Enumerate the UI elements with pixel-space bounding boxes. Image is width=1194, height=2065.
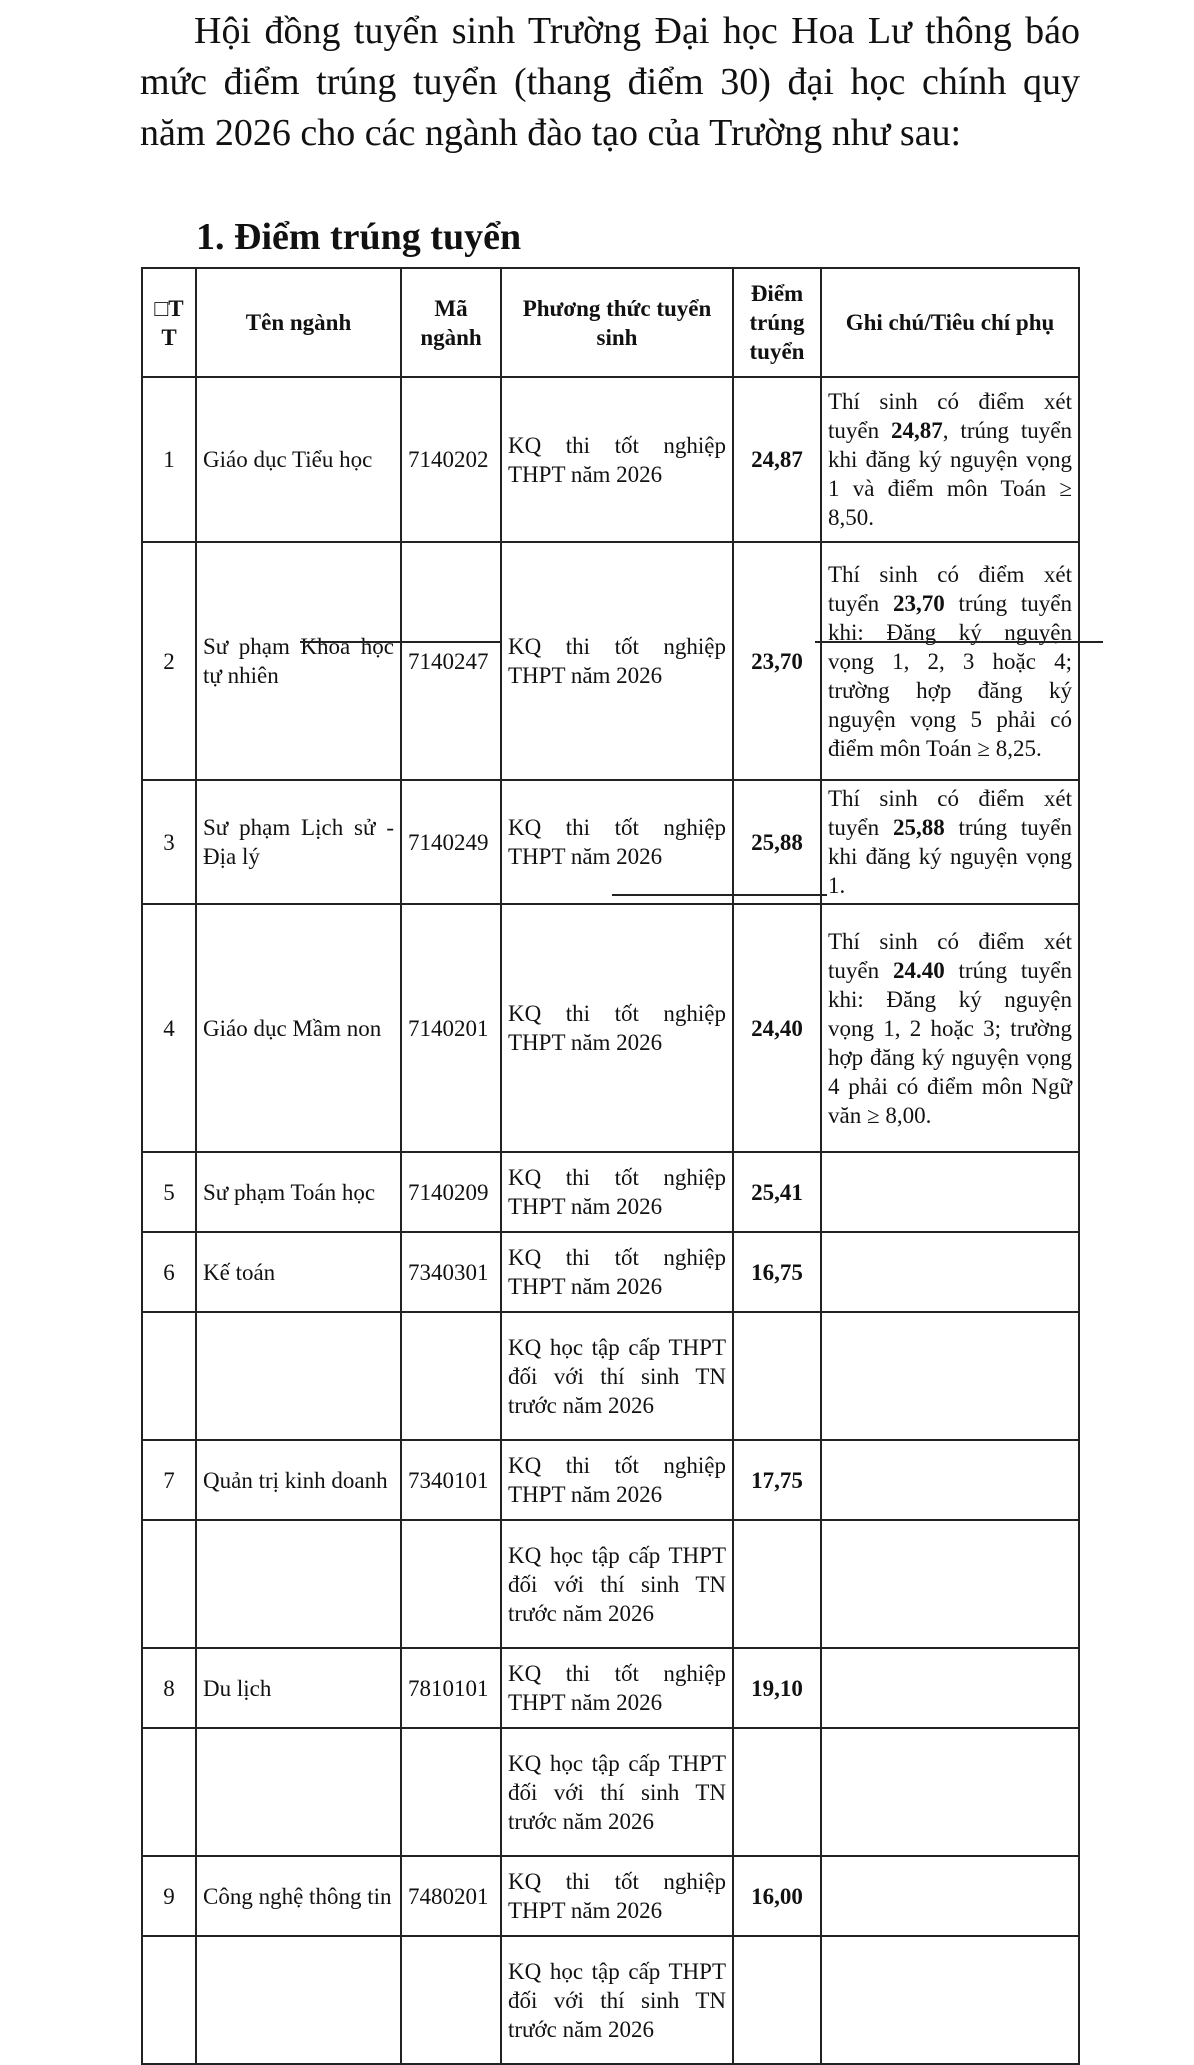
note-note-hl: 23,70 (892, 590, 945, 616)
row-stt: 7 (142, 1440, 196, 1520)
row-note (821, 542, 1079, 780)
note-note-pre: Thí sinh có điểm xét tuyển (828, 928, 1072, 983)
row-note (821, 1728, 1079, 1856)
row-note (821, 1440, 1079, 1520)
row-stt (142, 1728, 196, 1856)
row-major-name: Du lịch (196, 1648, 401, 1728)
row-stt: 9 (142, 1856, 196, 1936)
row-major-name: Giáo dục Tiểu học (196, 377, 401, 542)
strikethrough-line (612, 894, 827, 896)
row-major-code: 7810101 (401, 1648, 501, 1728)
row-admission-method: KQ học tập cấp THPT đối với thí sinh TN trước năm 2026 (501, 1520, 733, 1648)
row-stt: 3 (142, 780, 196, 904)
table-row (142, 1232, 1079, 1312)
row-major-code: 7140201 (401, 904, 501, 1152)
row-cutoff-score: 16,75 (733, 1232, 821, 1312)
row-admission-method: KQ thi tốt nghiệp THPT năm 2026 (501, 1440, 733, 1520)
row-note (821, 1856, 1079, 1936)
header-score: Điểm trúng tuyển (733, 268, 821, 377)
note-note-pre: Thí sinh có điểm xét tuyển (828, 561, 1072, 616)
header-name: Tên ngành (196, 268, 401, 377)
strikethrough-line (815, 641, 1103, 643)
table-row (142, 904, 1079, 1152)
row-note (821, 1312, 1079, 1440)
row-stt: 4 (142, 904, 196, 1152)
row-major-name: Sư phạm Lịch sử - Địa lý (196, 780, 401, 904)
note-note-post: trúng tuyển khi đăng ký nguyện vọng 1. (828, 815, 1072, 898)
table-row (142, 377, 1079, 542)
row-admission-method: KQ thi tốt nghiệp THPT năm 2026 (501, 1232, 733, 1312)
note-note-pre: Thí sinh có điểm xét tuyển (828, 389, 1072, 443)
row-admission-method: KQ thi tốt nghiệp THPT năm 2026 (501, 780, 733, 904)
row-major-name (196, 1312, 401, 1440)
note-note-post: , trúng tuyển khi đăng ký nguyện vọng 1 và điểm môn Toán ≥ 8,50. (828, 418, 1072, 530)
row-note (821, 1936, 1079, 2064)
header-note: Ghi chú/Tiêu chí phụ (821, 268, 1079, 377)
row-major-code: 7140209 (401, 1152, 501, 1232)
intro-paragraph: Hội đồng tuyển sinh Trường Đại học Hoa Lư thông báo mức điểm trúng tuyển (thang điểm 30) đại học chính quy năm 2026 cho các ngành đào tạo của Trường như sau: (140, 10, 1080, 154)
strikethrough-line (300, 641, 500, 643)
row-major-code: 7340101 (401, 1440, 501, 1520)
row-stt (142, 1936, 196, 2064)
row-major-name: Giáo dục Mầm non (196, 904, 401, 1152)
header-method: Phương thức tuyển sinh (501, 268, 733, 377)
row-cutoff-score: 25,88 (733, 780, 821, 904)
row-stt (142, 1312, 196, 1440)
row-major-code: 7340301 (401, 1232, 501, 1312)
row-note (821, 780, 1079, 904)
row-major-name (196, 1728, 401, 1856)
table-row (142, 1936, 1079, 2064)
row-admission-method: KQ học tập cấp THPT đối với thí sinh TN trước năm 2026 (501, 1312, 733, 1440)
row-major-name: Sư phạm Toán học (196, 1152, 401, 1232)
table-row (142, 780, 1079, 904)
row-admission-method: KQ thi tốt nghiệp THPT năm 2026 (501, 542, 733, 780)
header-stt: □T T (142, 268, 196, 377)
row-stt (142, 1520, 196, 1648)
section-heading: 1. Điểm trúng tuyển (196, 216, 522, 258)
row-note (821, 1520, 1079, 1648)
row-cutoff-score: 17,75 (733, 1440, 821, 1520)
admission-score-table (141, 267, 1080, 2065)
note-note-pre: Thí sinh có điểm xét tuyển (828, 786, 1072, 840)
row-stt: 5 (142, 1152, 196, 1232)
row-cutoff-score: 16,00 (733, 1856, 821, 1936)
row-major-code (401, 1936, 501, 2064)
note-note-hl: 25,88 (892, 815, 945, 840)
row-cutoff-score: 24,87 (733, 377, 821, 542)
row-major-name: Công nghệ thông tin (196, 1856, 401, 1936)
row-admission-method: KQ học tập cấp THPT đối với thí sinh TN trước năm 2026 (501, 1728, 733, 1856)
table-row (142, 1520, 1079, 1648)
row-major-name: Quản trị kinh doanh (196, 1440, 401, 1520)
row-major-code: 7480201 (401, 1856, 501, 1936)
row-major-code (401, 1520, 501, 1648)
row-admission-method: KQ thi tốt nghiệp THPT năm 2026 (501, 1856, 733, 1936)
row-cutoff-score: 25,41 (733, 1152, 821, 1232)
row-admission-method: KQ học tập cấp THPT đối với thí sinh TN trước năm 2026 (501, 1936, 733, 2064)
row-major-name (196, 1936, 401, 2064)
row-cutoff-score: 24,40 (733, 904, 821, 1152)
row-cutoff-score (733, 1728, 821, 1856)
row-major-name (196, 1520, 401, 1648)
row-major-name: Kế toán (196, 1232, 401, 1312)
row-cutoff-score (733, 1312, 821, 1440)
row-major-code: 7140202 (401, 377, 501, 542)
row-admission-method: KQ thi tốt nghiệp THPT năm 2026 (501, 904, 733, 1152)
row-cutoff-score (733, 1520, 821, 1648)
note-note-post: trúng tuyển khi: Đăng ký nguyện vọng 1, 2 hoặc 3; trường hợp đăng ký nguyện vọng 4 phải có điểm môn Ngữ văn ≥ 8,00. (828, 957, 1072, 1128)
row-major-code: 7140249 (401, 780, 501, 904)
table-row (142, 1440, 1079, 1520)
row-note (821, 1648, 1079, 1728)
row-cutoff-score: 23,70 (733, 542, 821, 780)
header-code: Mã ngành (401, 268, 501, 377)
row-stt: 1 (142, 377, 196, 542)
row-cutoff-score: 19,10 (733, 1648, 821, 1728)
table-row (142, 1856, 1079, 1936)
row-major-name: Sư phạm Khoa học tự nhiên (196, 542, 401, 780)
row-major-code (401, 1728, 501, 1856)
row-stt: 8 (142, 1648, 196, 1728)
note-note-post: trúng tuyển khi: Đăng ký nguyện vọng 1, 2, 3 hoặc 4; trường hợp đăng ký nguyện vọng 5 phải có điểm môn Toán ≥ 8,25. (828, 590, 1072, 761)
row-note (821, 1152, 1079, 1232)
row-note (821, 377, 1079, 542)
note-note-hl: 24.40 (892, 957, 945, 983)
table-row (142, 1312, 1079, 1440)
table-row (142, 542, 1079, 780)
table-row (142, 1648, 1079, 1728)
row-stt: 6 (142, 1232, 196, 1312)
row-major-code (401, 1312, 501, 1440)
row-admission-method: KQ thi tốt nghiệp THPT năm 2026 (501, 377, 733, 542)
row-note (821, 904, 1079, 1152)
row-admission-method: KQ thi tốt nghiệp THPT năm 2026 (501, 1648, 733, 1728)
row-admission-method: KQ thi tốt nghiệp THPT năm 2026 (501, 1152, 733, 1232)
row-cutoff-score (733, 1936, 821, 2064)
table-row (142, 1152, 1079, 1232)
note-note-hl: 24,87 (891, 418, 943, 443)
table-header-row (142, 268, 1079, 377)
table-row (142, 1728, 1079, 1856)
row-note (821, 1232, 1079, 1312)
row-stt: 2 (142, 542, 196, 780)
row-major-code: 7140247 (401, 542, 501, 780)
